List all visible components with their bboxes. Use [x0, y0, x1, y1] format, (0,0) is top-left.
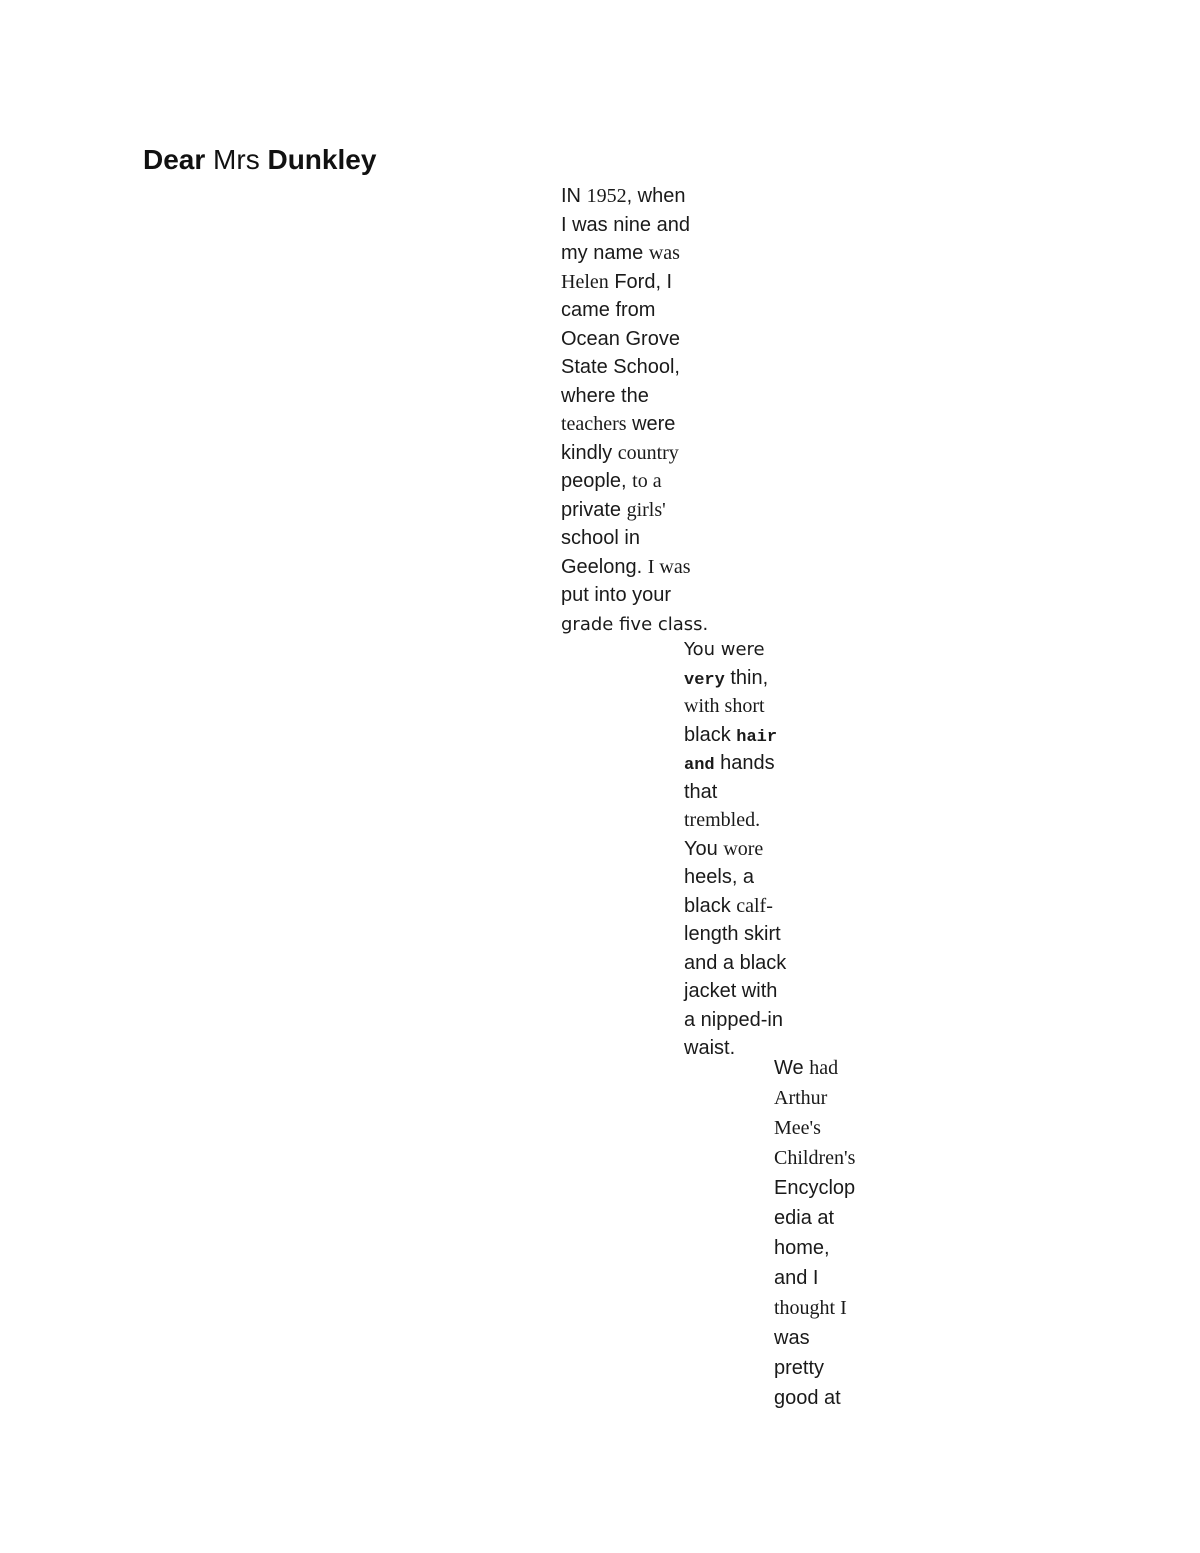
text-run: were: [626, 413, 676, 435]
document-title: [143, 142, 376, 178]
text-line: [561, 353, 711, 382]
text-run: IN: [561, 185, 587, 207]
text-line: [561, 296, 711, 325]
text-line: [684, 977, 804, 1006]
text-line: [774, 1173, 874, 1203]
text-run: very: [684, 670, 725, 690]
text-line: [774, 1353, 874, 1383]
text-run: that: [684, 780, 718, 803]
text-run: girls': [626, 498, 666, 521]
text-run: to a: [632, 470, 662, 492]
text-run: Arthur: [774, 1087, 828, 1109]
text-run: and a black: [684, 951, 787, 974]
text-run: teachers: [561, 413, 627, 435]
text-run: Ocean Grove: [561, 327, 680, 350]
text-run: grade five class.: [561, 613, 709, 635]
text-line: [774, 1263, 874, 1293]
text-run: school in: [561, 527, 640, 549]
body-column-2: [684, 635, 804, 1063]
text-line: [774, 1113, 874, 1143]
text-line: [561, 410, 711, 439]
text-run: I was nine and: [561, 213, 690, 236]
text-run: Children's: [774, 1147, 856, 1169]
text-line: [774, 1203, 874, 1233]
text-line: [774, 1143, 874, 1173]
text-run: trembled.: [684, 809, 761, 831]
text-run: put into your: [561, 584, 672, 606]
text-line: [561, 382, 711, 411]
text-run: pretty: [774, 1357, 825, 1379]
text-run: thought I: [774, 1297, 847, 1319]
text-line: [561, 496, 711, 525]
text-line: [684, 778, 804, 807]
text-line: [774, 1383, 874, 1413]
text-line: [561, 268, 711, 297]
text-run: home,: [774, 1237, 830, 1259]
text-run: kindly: [561, 441, 618, 464]
text-line: [684, 664, 804, 693]
text-run: where the: [561, 384, 649, 407]
text-run: and: [684, 756, 715, 775]
body-column-3: [774, 1053, 874, 1413]
text-run: Geelong.: [561, 555, 648, 578]
text-run: a nipped-in: [684, 1008, 783, 1031]
text-line: [684, 635, 804, 664]
text-line: [561, 439, 711, 468]
text-run: waist.: [684, 1037, 736, 1059]
text-line: [684, 806, 804, 835]
text-run: had: [809, 1057, 839, 1079]
text-line: [684, 863, 804, 892]
text-line: [561, 239, 711, 268]
text-line: [684, 835, 804, 864]
text-line: [684, 1006, 804, 1035]
text-line: [774, 1233, 874, 1263]
text-run: 1952: [586, 185, 627, 207]
text-run: edia at: [774, 1207, 835, 1229]
text-run: country: [617, 441, 679, 464]
text-run: and I: [774, 1267, 819, 1289]
text-run: , when: [626, 185, 686, 207]
text-run: came from: [561, 299, 656, 321]
text-line: [561, 211, 711, 240]
text-line: [774, 1083, 874, 1113]
text-run: was: [774, 1327, 810, 1349]
text-run: We: [774, 1057, 810, 1079]
text-run: good at: [774, 1387, 841, 1409]
text-line: [684, 692, 804, 721]
text-line: [684, 920, 804, 949]
title-part: Dear: [143, 144, 206, 175]
text-run: length skirt: [684, 923, 781, 945]
text-line: [684, 721, 804, 750]
text-run: heels, a: [684, 866, 755, 888]
title-part: Mrs: [205, 144, 268, 175]
text-line: [774, 1293, 874, 1323]
text-line: [774, 1053, 874, 1083]
text-run: Ford, I: [608, 270, 673, 293]
text-run: my name: [561, 242, 649, 264]
text-line: [561, 182, 711, 211]
text-run: I was: [647, 555, 691, 578]
text-run: Helen: [561, 270, 609, 293]
text-run: hands: [714, 752, 775, 774]
text-line: [561, 467, 711, 496]
text-line: [561, 610, 711, 639]
title-part: Dunkley: [267, 144, 377, 175]
text-run: You: [684, 837, 724, 860]
text-run: calf-: [736, 894, 773, 917]
text-run: wore: [723, 837, 764, 860]
text-run: private: [561, 498, 627, 521]
text-line: [684, 749, 804, 778]
text-run: was: [648, 242, 680, 264]
text-line: [684, 949, 804, 978]
text-run: Mee's: [774, 1117, 821, 1139]
text-line: [561, 325, 711, 354]
text-run: hair: [736, 727, 778, 747]
text-run: State School,: [561, 356, 680, 378]
text-run: with short: [684, 695, 765, 717]
text-run: thin,: [724, 666, 769, 689]
text-run: jacket with: [684, 980, 778, 1002]
text-run: people,: [561, 470, 633, 492]
text-line: [561, 581, 711, 610]
text-run: Encyclop: [774, 1177, 856, 1199]
text-line: [561, 524, 711, 553]
text-run: black: [684, 894, 737, 917]
text-line: [561, 553, 711, 582]
body-column-1: [561, 182, 711, 638]
text-line: [774, 1323, 874, 1353]
text-run: black: [684, 723, 737, 746]
text-line: [684, 892, 804, 921]
text-run: You were: [684, 639, 765, 660]
